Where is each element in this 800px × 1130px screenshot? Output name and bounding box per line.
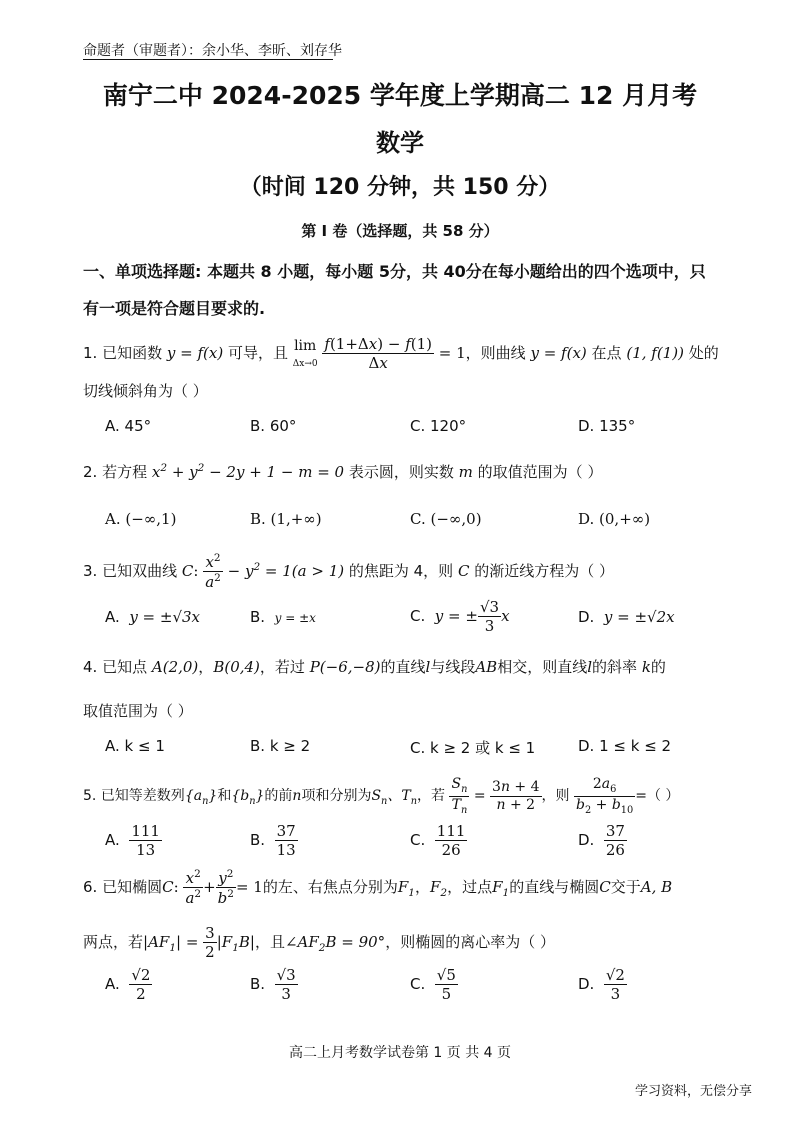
q4-option-c: C. k ≥ 2 或 k ≤ 1 (410, 739, 536, 757)
q2-option-a: A. (−∞,1) (105, 510, 177, 528)
question-2: 2. 若方程 $x^2 + y^2 - 2y + 1 - m = 0$ 表示圆，则实数 m 的取值范围为（ ） (83, 462, 603, 481)
q4-text-f: 的斜率 (592, 658, 638, 676)
q3-fraction: $\frac{x^2}{a^2}$ (205, 552, 221, 591)
q5-fraction-ratio: $\frac{S_n}{T_n}$ (451, 776, 468, 816)
q4-text-c: 的直线 (380, 658, 426, 676)
part-heading: 第 Ⅰ 卷（选择题，共 58 分） (301, 222, 499, 240)
q4-option-a: A. k ≤ 1 (105, 737, 165, 755)
q3-text-c: 的渐近线方程为（ ） (474, 562, 615, 580)
q1-fraction: $\frac{f(1+\Delta x) - f(1)}{\Delta x}$ (324, 335, 432, 372)
q2-equation: $x^2 + y^2 - 2y + 1 - m = 0$ (151, 462, 345, 481)
q2-text-c: 的取值范围为（ ） (477, 463, 603, 481)
q6-option-a: A. $\frac{√2}{2}$ (105, 966, 151, 1003)
q6-text-e: 交于 (610, 878, 641, 896)
q2-option-c: C. (−∞,0) (410, 510, 482, 528)
q5-text-d: 项和分别为 (301, 788, 372, 805)
q1-text-a: 已知函数 (102, 344, 163, 362)
q6-text-b: 的左、右焦点分别为 (262, 878, 398, 896)
q3-option-c: C. y = ± $\frac{√3}{3}$ x (410, 598, 510, 635)
q1-option-a: A. 45° (105, 417, 152, 435)
underline (83, 59, 333, 60)
time-info: （时间 120 分钟，共 150 分） (239, 175, 561, 200)
q1-text-e: 处的 (688, 344, 719, 362)
q2-text-a: 若方程 (102, 463, 148, 481)
q1-line2: 切线倾斜角为（ ） (83, 382, 208, 400)
q2-option-d: D. (0,+∞) (578, 510, 651, 528)
question-3: 3. 已知双曲线 C: $\frac{x^2}{a^2}$ − $y^2 = 1(a > 1)$ 的焦距为 4，则 C 的渐近线方程为（ ） (83, 552, 615, 591)
q6-option-d: D. $\frac{√2}{3}$ (578, 966, 625, 1003)
q1-option-b: B. 60° (250, 417, 297, 435)
exam-title: 南宁二中 2024-2025 学年度上学期高二 12 月月考 (102, 81, 698, 110)
q6-option-c: C. $\frac{√5}{5}$ (410, 966, 456, 1003)
subject-title: 数学 (376, 129, 424, 157)
q5-number: 5. (83, 788, 97, 805)
q1-option-d: D. 135° (578, 417, 636, 435)
q6-fraction-y: $\frac{y^2}{b^2}$ (217, 868, 234, 907)
q1-number: 1. (83, 344, 98, 362)
section-instructions-2: 有一项是符合题目要求的. (83, 299, 266, 318)
q4-option-b: B. k ≥ 2 (250, 737, 311, 755)
q3-text-a: 已知双曲线 (102, 562, 178, 580)
q4-number: 4. (83, 658, 98, 676)
q2-option-b: B. (1,+∞) (250, 510, 322, 528)
q1-text-c: ，则曲线 (465, 344, 526, 362)
question-5: 5. 已知等差数列$\{a_n\}$和$\{b_n\}$的前n项和分别为$S_n$、$T_n$，若 $\frac{S_n}{T_n}$ = $\frac{3n + 4}{n + 2}$ ，则 $\frac{2a_6}{b_2 + b_{10}}$ =（ ） (83, 776, 680, 816)
q5-fraction-target: $\frac{2a_6}{b_2 + b_{10}}$ (575, 776, 634, 816)
q4-text-d: 与线段 (430, 658, 476, 676)
q4-option-d: D. 1 ≤ k ≤ 2 (578, 737, 672, 755)
q4-text-g: 的 (650, 658, 666, 676)
q1-option-c: C. 120° (410, 417, 467, 435)
q4-text-b: ，若过 (259, 658, 305, 676)
q1-formula-f: y = f(x) (166, 344, 224, 362)
q3-option-a: A. y = ±√3x (105, 608, 201, 626)
q6-text-a: 已知椭圆 (102, 878, 163, 896)
q4-text-e: 相交，则直线 (497, 658, 588, 676)
question-4: 4. 已知点 A(2,0)，B(0,4)，若过 P(−6,−8)的直线l与线段AB相交，则直线l的斜率 k的 (83, 658, 666, 676)
q5-text-c: 的前 (264, 788, 293, 805)
q1-text-d: 在点 (591, 344, 622, 362)
author-line-text: 命题者（审题者）：余小华、李昕、刘存华 (83, 43, 342, 59)
q6-option-b: B. $\frac{√3}{3}$ (250, 966, 296, 1003)
q5-text-g: =（ ） (635, 788, 680, 805)
q4-line2: 取值范围为（ ） (83, 702, 193, 720)
q3-option-d: D. y = ±√2x (578, 608, 675, 626)
q5-text-e: ，若 (417, 788, 446, 805)
question-6: 6. 已知椭圆C: $\frac{x^2}{a^2}$ + $\frac{y^2}{b^2}$ = 1的左、右焦点分别为$F_1$，$F_2$，过点$F_1$的直线与椭圆C交于A, B (83, 868, 673, 907)
q3-number: 3. (83, 562, 98, 580)
q6-fraction-x: $\frac{x^2}{a^2}$ (185, 868, 202, 907)
q1-limit: lim Δx→0 (292, 337, 318, 369)
q6-text-g: ，且 (254, 933, 285, 951)
q1-text-b: 可导，且 (227, 344, 288, 362)
q3-option-b: B. y = ±x (250, 608, 316, 626)
q6-number: 6. (83, 878, 98, 896)
q6-text-c: ，过点 (447, 878, 493, 896)
q5-option-d: D. $\frac{37}{26}$ (578, 822, 625, 859)
q6-text-d: 的直线与椭圆 (509, 878, 600, 896)
q5-option-a: A. $\frac{111}{13}$ (105, 822, 160, 859)
q2-text-b: 表示圆，则实数 (348, 463, 454, 481)
q6-text-f: 两点，若 (83, 933, 144, 951)
q6-text-h: ，则椭圆的离心率为（ ） (385, 933, 555, 951)
q5-option-c: C. $\frac{111}{26}$ (410, 822, 466, 859)
q4-text-a: 已知点 (102, 658, 148, 676)
page-footer: 高二上月考数学试卷第 1 页 共 4 页 (288, 1045, 512, 1061)
q6-line2: 两点，若$|AF_1|$ = $\frac{3}{2}$ $|F_1B|$，且$\angle AF_2B = 90^\circ$，则椭圆的离心率为（ ） (83, 924, 555, 961)
q5-option-b: B. $\frac{37}{13}$ (250, 822, 296, 859)
section-instructions-1: 一、单项选择题: 本题共 8 小题，每小题 5分，共 40分在每小题给出的四个选项中，只 (83, 262, 706, 281)
q3-text-b: 的焦距为 4，则 (348, 562, 454, 580)
share-note: 学习资料，无偿分享 (634, 1084, 752, 1099)
question-1: 1. 已知函数 y = f(x) 可导，且 lim Δx→0 $\frac{f(1+\Delta x) - f(1)}{\Delta x}$ = 1，则曲线 y = f(x) 在点 (1, f(1)) 处的 (83, 335, 719, 372)
q5-text-b: 和 (217, 788, 232, 805)
q5-text-a: 已知等差数列 (100, 788, 185, 805)
q2-number: 2. (83, 463, 98, 481)
q5-text-f: ，则 (541, 788, 570, 805)
q5-fraction-expr: $\frac{3n + 4}{n + 2}$ (492, 778, 540, 813)
